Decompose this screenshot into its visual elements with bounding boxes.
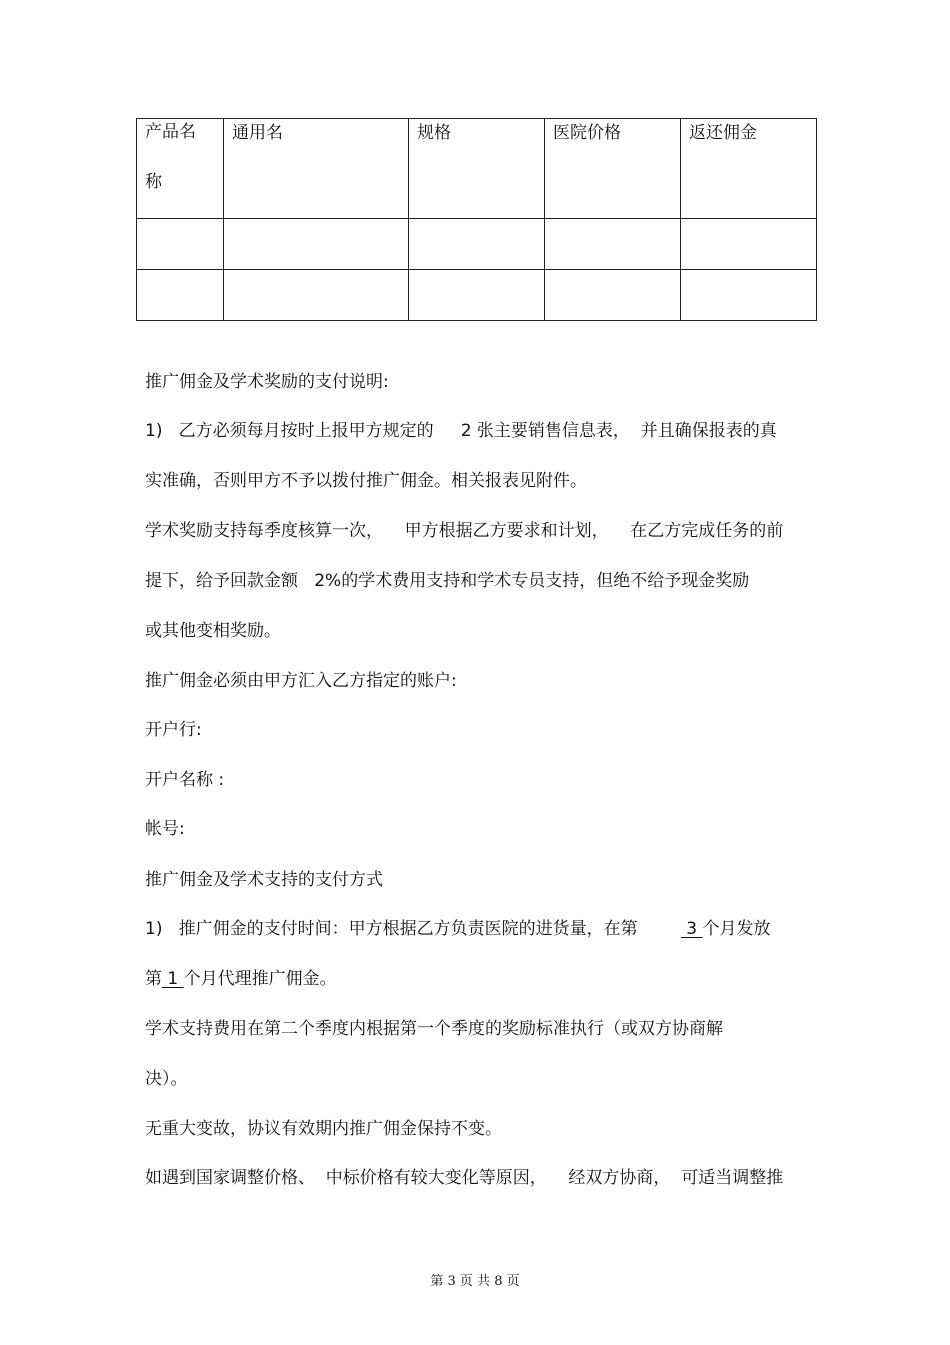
table-cell — [224, 270, 409, 321]
table-cell — [409, 219, 545, 270]
academic-line2 — [145, 570, 749, 592]
commission-table — [136, 118, 817, 321]
table-cell — [681, 270, 817, 321]
table-cell — [545, 270, 681, 321]
table-cell — [137, 219, 224, 270]
method1-continuation — [145, 968, 337, 990]
item1-suffix: 张主要销售信息表， 并且确保报表的真 — [471, 421, 777, 441]
table-cell — [545, 219, 681, 270]
method1-month-blank: 3 — [680, 919, 703, 939]
academic-fee-line1: 学术支持费用在第二个季度内根据第一个季度的奖励标准执行（或双方协商解 — [145, 1019, 723, 1039]
academic-percent: 2% — [314, 571, 342, 591]
academic-line2-suffix: 的学术费用支持和学术专员支持，但绝不给予现金奖励 — [341, 571, 750, 591]
account-number-label: 帐号: — [145, 819, 185, 839]
bank-label: 开户行: — [145, 720, 202, 740]
item1-line — [145, 420, 777, 442]
account-name-label: 开户名称 : — [145, 770, 225, 790]
header-spec: 规格 — [409, 119, 545, 219]
table-row — [137, 219, 817, 270]
method1-cont-prefix: 第 — [145, 969, 162, 989]
header-product-name — [137, 119, 224, 219]
table-cell — [224, 219, 409, 270]
method1-cont-month-blank: 1 — [162, 969, 184, 989]
table-cell — [681, 219, 817, 270]
academic-fee-line2: 决）。 — [145, 1069, 188, 1089]
method1-suffix: 个月发放 — [702, 919, 771, 939]
payment-title: 推广佣金及学术奖励的支付说明: — [145, 372, 389, 392]
page-footer: 第 3 页 共 8 页 — [430, 1274, 520, 1289]
header-generic-name: 通用名 — [224, 119, 409, 219]
header-hospital-price: 医院价格 — [545, 119, 681, 219]
academic-line3: 或其他变相奖励。 — [145, 621, 281, 641]
table-cell — [137, 270, 224, 321]
no-change-line: 无重大变故，协议有效期内推广佣金保持不变。 — [145, 1119, 502, 1139]
method-title: 推广佣金及学术支持的支付方式 — [145, 870, 383, 890]
adjust-line: 如遇到国家调整价格、 中标价格有较大变化等原因， 经双方协商， 可适当调整推 — [145, 1168, 784, 1188]
header-commission: 返还佣金 — [681, 119, 817, 219]
account-title: 推广佣金必须由甲方汇入乙方指定的账户: — [145, 671, 457, 691]
item1-continuation: 实准确，否则甲方不予以拨付推广佣金。相关报表见附件。 — [145, 471, 587, 491]
table-cell — [409, 270, 545, 321]
table-header-row — [137, 119, 817, 219]
table-row — [137, 270, 817, 321]
method1-cont-suffix: 个月代理推广佣金。 — [183, 969, 337, 989]
academic-line1: 学术奖励支持每季度核算一次， 甲方根据乙方要求和计划， 在乙方完成任务的前 — [145, 521, 784, 541]
item1-number: 2 — [460, 421, 472, 441]
header-product-name-line2: 称 — [145, 172, 162, 192]
method1-prefix: 1) 推广佣金的支付时间：甲方根据乙方负责医院的进货量，在第 — [145, 919, 681, 939]
academic-line2-prefix: 提下，给予回款金额 — [145, 571, 315, 591]
method1-line — [145, 918, 771, 940]
header-product-name-line1: 产品名 — [145, 122, 196, 142]
item1-prefix: 1) 乙方必须每月按时上报甲方规定的 — [145, 421, 461, 441]
